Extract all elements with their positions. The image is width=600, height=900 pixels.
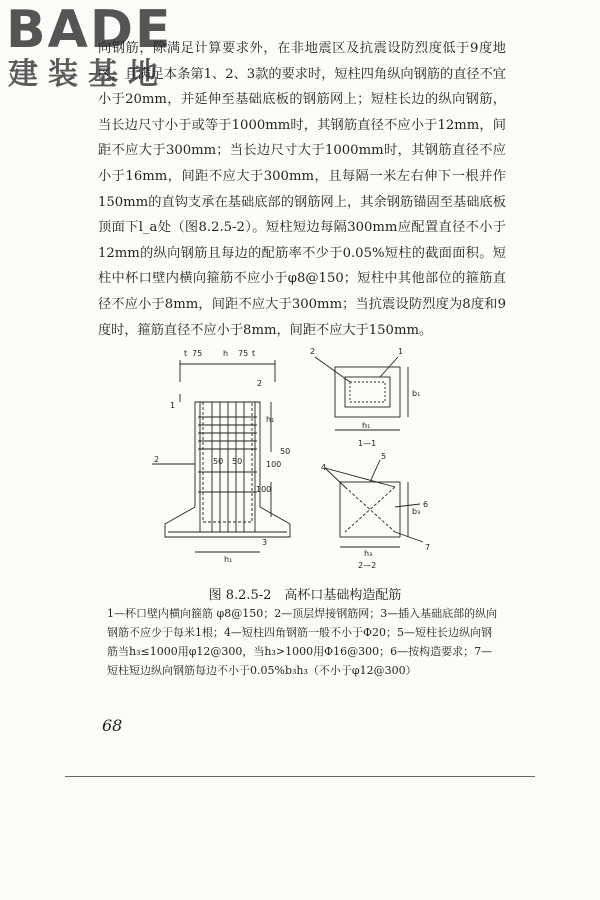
label-2-elev: 2 [257, 379, 263, 388]
dim-75-right: 75 [238, 349, 249, 358]
label-1-sec11: 1 [398, 347, 404, 356]
body-paragraph: 向钢筋，除满足计算要求外，在非地震区及抗震设防烈度低于9度地区，且满足本条第1、2、3款的要求时，短柱四角纵向钢筋的直径不宜小于20mm，并延伸至基础底板的钢筋网上；短柱长边的纵向钢筋，当长边尺寸小于或等于1000mm时，其钢筋直径不应小于12mm，间距不应大于300mm；当长边尺寸大于1000mm时，其钢筋直径不应小于16mm，间距不应大于300mm，且每隔一米左右伸下一根并作150mm的直钩支承在基础底部的钢筋网上，其余钢筋锚固至基础底板顶面下l_a处（图8.2.5-2）。短柱短边每隔300mm应配置直径不小于12mm的纵向钢筋且每边的配筋率不少于0.05%短柱的截面面积。短柱中杯口壁内横向箍筋不应小于φ8@150；短柱中其他部位的箍筋直径不应小于8mm，间距不应大于300mm；当抗震设防烈度为8度和9度时，箍筋直径不应小于8mm，间距不应大于150mm。 [98, 41, 506, 338]
label-7: 7 [425, 543, 431, 552]
label-6: 6 [423, 500, 429, 509]
dim-50-a: 50 [213, 457, 224, 466]
label-2-sec11: 2 [310, 347, 316, 356]
body-text [98, 36, 506, 343]
section-1-1 [315, 357, 408, 430]
dim-b3: b₃ [412, 507, 421, 516]
label-4: 4 [321, 463, 327, 472]
label-1-elev: 1 [170, 401, 176, 410]
dim-h3: h₃ [364, 549, 373, 558]
figure-caption: 图 8.2.5-2 高杯口基础构造配筋 [208, 588, 402, 603]
dim-h: h [223, 349, 229, 358]
label-3: 3 [262, 538, 268, 547]
reinforcement-figure [140, 342, 460, 577]
logo-chinese: 建装基地 [8, 57, 168, 92]
dim-t-left: t [184, 349, 188, 358]
label-2-elev-left: 2 [154, 455, 160, 464]
figure-legend: 1—杯口壁内横向箍筋 φ8@150；2—顶层焊接钢筋网；3—插入基础底部的纵向钢筋不应少于每米1根；4—短柱四角钢筋一般不小于Φ20；5—短柱长边纵向钢筋当h₃≤1000用φ12@300，当h₃>1000用Φ16@300；6—按构造要求；7—短柱短边纵向钢筋每边不小于0.05%b₃h₃（不小于φ12@300） [107, 607, 498, 677]
section-1-1-label: 1—1 [358, 439, 377, 448]
dim-h1-side: h₁ [266, 415, 275, 424]
bottom-rule [65, 776, 535, 777]
dim-75-left: 75 [192, 349, 203, 358]
logo-latin: BADE [6, 0, 173, 60]
dim-50-b: 50 [232, 457, 243, 466]
dim-50-c: 50 [280, 447, 291, 456]
section-2-2-label: 2—2 [358, 561, 377, 570]
dim-h1-sec: h₁ [362, 421, 371, 430]
dim-h1-elev: h₁ [224, 555, 233, 564]
section-2-2 [325, 460, 423, 547]
dim-100-b: 100 [256, 485, 272, 494]
page-number: 68 [102, 716, 123, 735]
elevation-view [152, 360, 290, 552]
dim-t-right: t [252, 349, 256, 358]
dim-100-a: 100 [266, 460, 282, 469]
dim-b1: b₁ [412, 389, 421, 398]
label-5: 5 [381, 452, 387, 461]
